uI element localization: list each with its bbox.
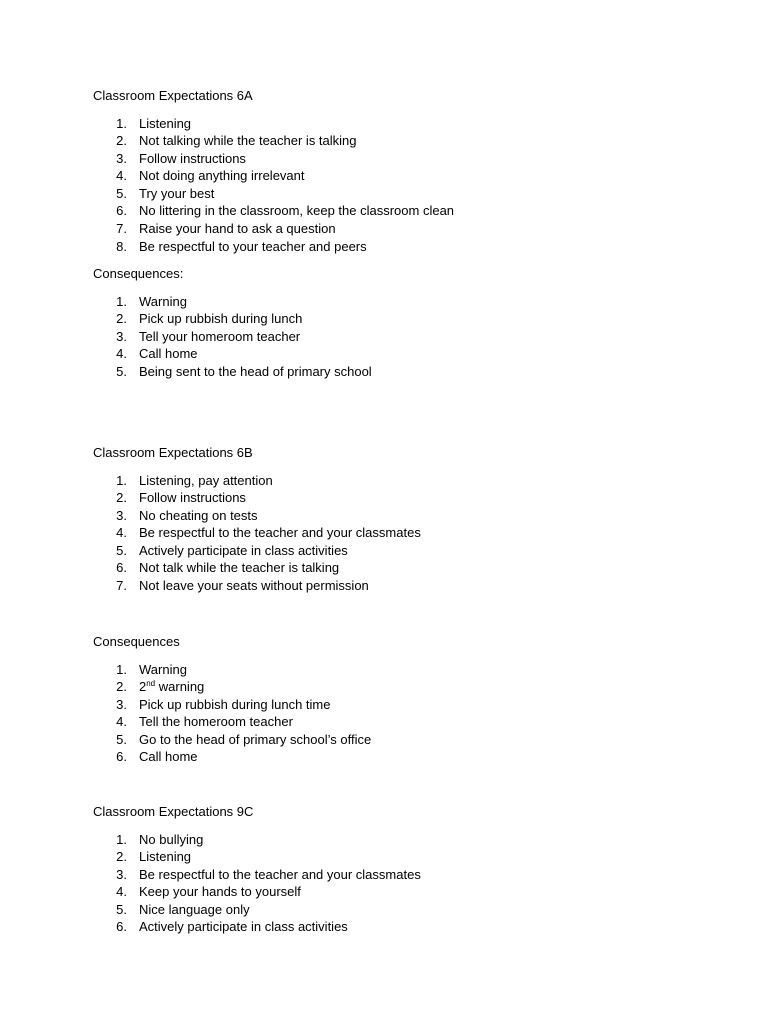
consequences-list (93, 661, 713, 767)
list-item: 2. Not talking while the teacher is talking (116, 133, 357, 149)
list-item: 7. Not leave your seats without permission (116, 578, 369, 594)
section-heading: Classroom Expectations 9C (93, 804, 254, 819)
list-item: 4. Not doing anything irrelevant (116, 168, 305, 184)
list-item: 2. 2nd warning (116, 679, 205, 695)
list-item: 6. No littering in the classroom, keep the classroom clean (116, 203, 455, 219)
expectations-list (93, 472, 713, 595)
list-item: 6. Call home (116, 749, 198, 765)
list-item: 5. Try your best (116, 185, 215, 201)
list-item: 1. Warning (116, 661, 187, 677)
section-expectations-6b (93, 444, 713, 595)
list-item: 3. Be respectful to the teacher and your classmates (116, 866, 421, 882)
list-item: 3. No cheating on tests (116, 507, 258, 523)
list-item: 4. Tell the homeroom teacher (116, 714, 293, 730)
section-expectations-9c (93, 803, 713, 936)
section-consequences-6a (93, 265, 713, 380)
section-expectations-6a (93, 87, 713, 255)
list-item: 1. No bullying (116, 831, 204, 847)
consequences-list (93, 293, 713, 381)
list-item: 2. Follow instructions (116, 490, 246, 506)
list-item: 3. Tell your homeroom teacher (116, 328, 301, 344)
section-consequences-6b (93, 633, 713, 766)
list-item: 1. Listening (116, 115, 192, 131)
expectations-list (93, 831, 713, 937)
list-item: 5. Nice language only (116, 901, 250, 917)
second-warning-text: 2nd warning (139, 679, 205, 695)
list-item: 2. Pick up rubbish during lunch (116, 311, 303, 327)
list-item: 4. Be respectful to the teacher and your classmates (116, 525, 421, 541)
section-heading: Classroom Expectations 6B (93, 445, 253, 460)
list-item: 5. Actively participate in class activities (116, 542, 348, 558)
list-item: 1. Listening, pay attention (116, 472, 273, 488)
list-item: 6. Not talk while the teacher is talking (116, 560, 340, 576)
list-item: 4. Call home (116, 346, 198, 362)
list-item: 5. Being sent to the head of primary school (116, 363, 372, 379)
list-item: 5. Go to the head of primary school’s office (116, 731, 372, 747)
section-heading: Consequences (93, 634, 180, 649)
list-item: 2. Listening (116, 849, 192, 865)
list-item: 3. Pick up rubbish during lunch time (116, 696, 331, 712)
list-item: 6. Actively participate in class activities (116, 919, 348, 935)
list-item: 1. Warning (116, 293, 187, 309)
list-item: 7. Raise your hand to ask a question (116, 221, 336, 237)
list-item: 8. Be respectful to your teacher and peers (116, 238, 367, 254)
expectations-list (93, 115, 713, 256)
list-item: 3. Follow instructions (116, 150, 246, 166)
section-heading: Classroom Expectations 6A (93, 88, 253, 103)
list-item: 4. Keep your hands to yourself (116, 884, 301, 900)
section-heading: Consequences: (93, 266, 184, 281)
